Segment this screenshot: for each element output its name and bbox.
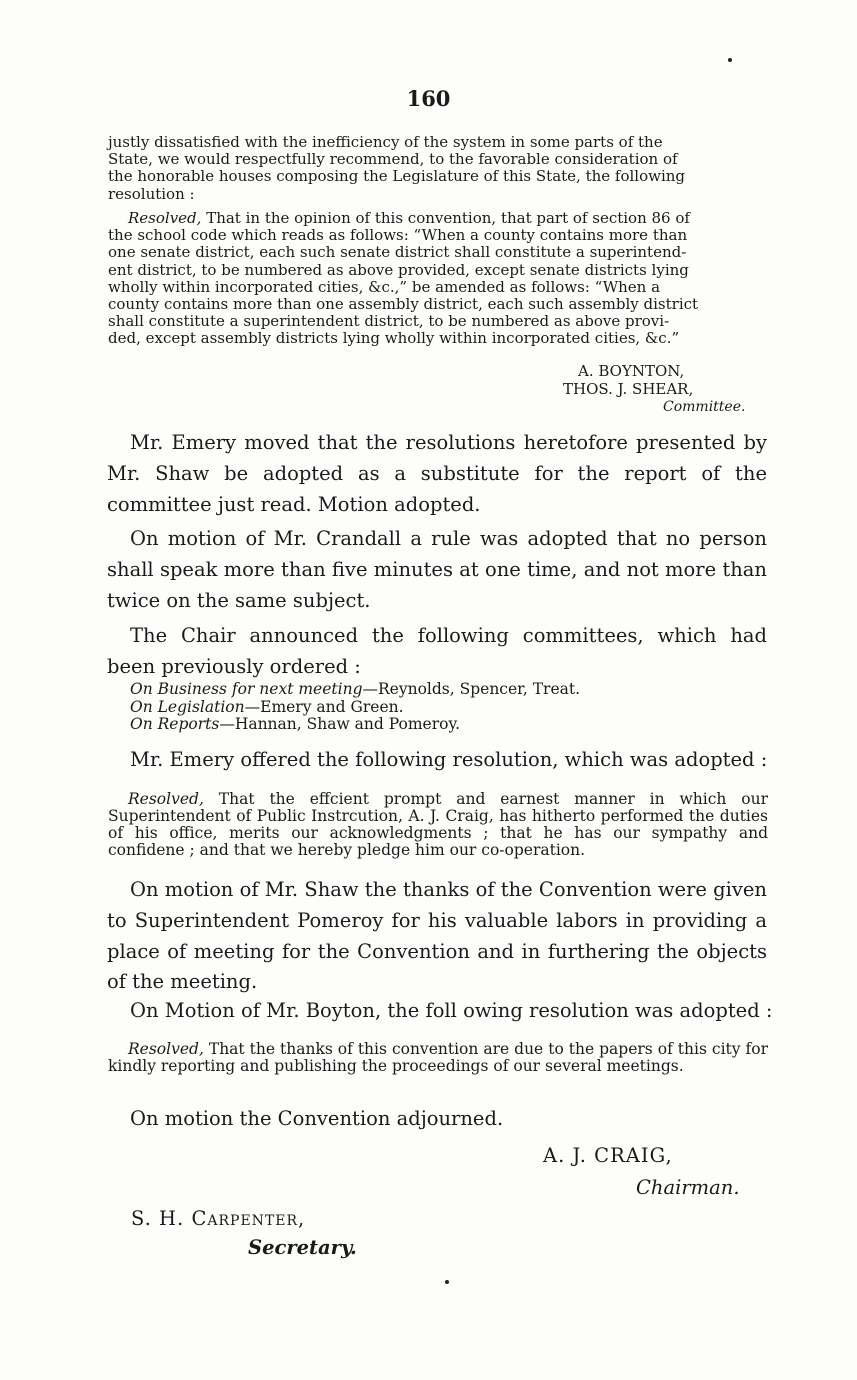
paragraph-emery-moved: Mr. Emery moved that the resolutions heretofore presented by Mr. Shaw be adopted as a substitute for the report of the committee just read. Motion adopted. [107,431,767,516]
committee-label: On Reports [130,715,220,733]
committee-item [130,681,580,699]
resolution-text: That in the opinion of this convention, that part of section 86 of [201,209,690,227]
committee-members: —Hannan, Shaw and Pomeroy. [219,715,461,733]
committee-item [130,699,580,717]
report-line: the honorable houses composing the Legislature of this State, the following [108,167,686,186]
resolution-line: shall constitute a superintendent district, to be numbered as above provi- [108,312,670,331]
committee-members: —Emery and Green. [244,697,404,716]
committee-members: —Reynolds, Spencer, Treat. [362,680,581,698]
print-speck [445,1280,449,1284]
resolution-line: one senate district, each such senate district shall constitute a superintend- [108,243,687,262]
paragraph-chair: The Chair announced the following committees, which had been previously ordered : [107,623,767,678]
paragraph-adjourned: On motion the Convention adjourned. [130,1107,504,1130]
committees-list [130,681,580,734]
committee-item [130,716,580,734]
paragraph-crandall: On motion of Mr. Crandall a rule was adopted that no person shall speak more than five minutes at one time, and not more than twice on the same subject. [107,527,767,612]
paragraph-shaw-thanks: On motion of Mr. Shaw the thanks of the Convention were given to Superintendent Pomeroy for his valuable labors in providing a place of meeting for the Convention and in furthering the objects of the meeting. [107,878,767,994]
chairman-title: Chairman. [636,1176,740,1199]
print-speck [728,58,732,62]
committee-label: On Business for next meeting [130,680,363,698]
resolution-first-line [108,210,768,227]
resolved-lead: Resolved, [128,1040,204,1058]
report-line: justly dissatisfied with the inefficiency of the system in some parts of the [108,133,663,151]
resolved-lead: Resolved, [128,209,202,227]
report-line: resolution : [108,184,195,203]
committee-signer-boynton: A. BOYNTON, [578,362,685,380]
committee-signer-shear: THOS. J. SHEAR, [563,380,694,398]
resolved-lead: Resolved, [128,790,204,808]
secretary-title: Secretary. [248,1236,357,1259]
resolution-line: the school code which reads as follows: “When a county contains more than [108,226,688,245]
resolution-text: That the thanks of this convention are due to the papers of this city for kindly reporting and publishing the proceedings of our several meetings. [108,1040,768,1075]
chairman-name: A. J. CRAIG, [543,1144,673,1167]
secretary-name: S. H. Carpenter, [131,1207,306,1230]
page-number: 160 [406,86,451,111]
committee-label: On Legislation [130,697,245,716]
resolution-line: wholly within incorporated cities, &c.,” be amended as follows: “When a [108,277,661,296]
paragraph-shaw-thanks-wrapper [107,875,767,1002]
paragraph-boyton: On Motion of Mr. Boyton, the foll owing resolution was adopted : [130,999,773,1022]
committee-label: Committee. [663,399,746,415]
resolution-papers [108,1041,768,1075]
resolution-section-86 [108,210,768,348]
resolution-craig [108,791,768,859]
report-fragment [108,134,768,203]
resolution-line: ded, except assembly districts lying wholly within incorporated cities, &c.” [108,329,680,348]
paragraph-emery-offered: Mr. Emery offered the following resolution, which was adopted : [130,748,768,771]
main-paragraphs [107,428,767,686]
resolution-text: That the effcient prompt and earnest manner in which our Superintendent of Public Instrcution, A. J. Craig, has hitherto performed the duties of his office, merits our acknowledgments ; that he has our sympathy and confidene ; and that we hereby pledge him our co-operation. [108,790,768,859]
resolution-line: ent district, to be numbered as above provided, except senate districts lying [108,260,689,279]
report-line: State, we would respectfully recommend, to the favorable consideration of [108,150,678,169]
resolution-line: county contains more than one assembly district, each such assembly district [108,295,699,314]
